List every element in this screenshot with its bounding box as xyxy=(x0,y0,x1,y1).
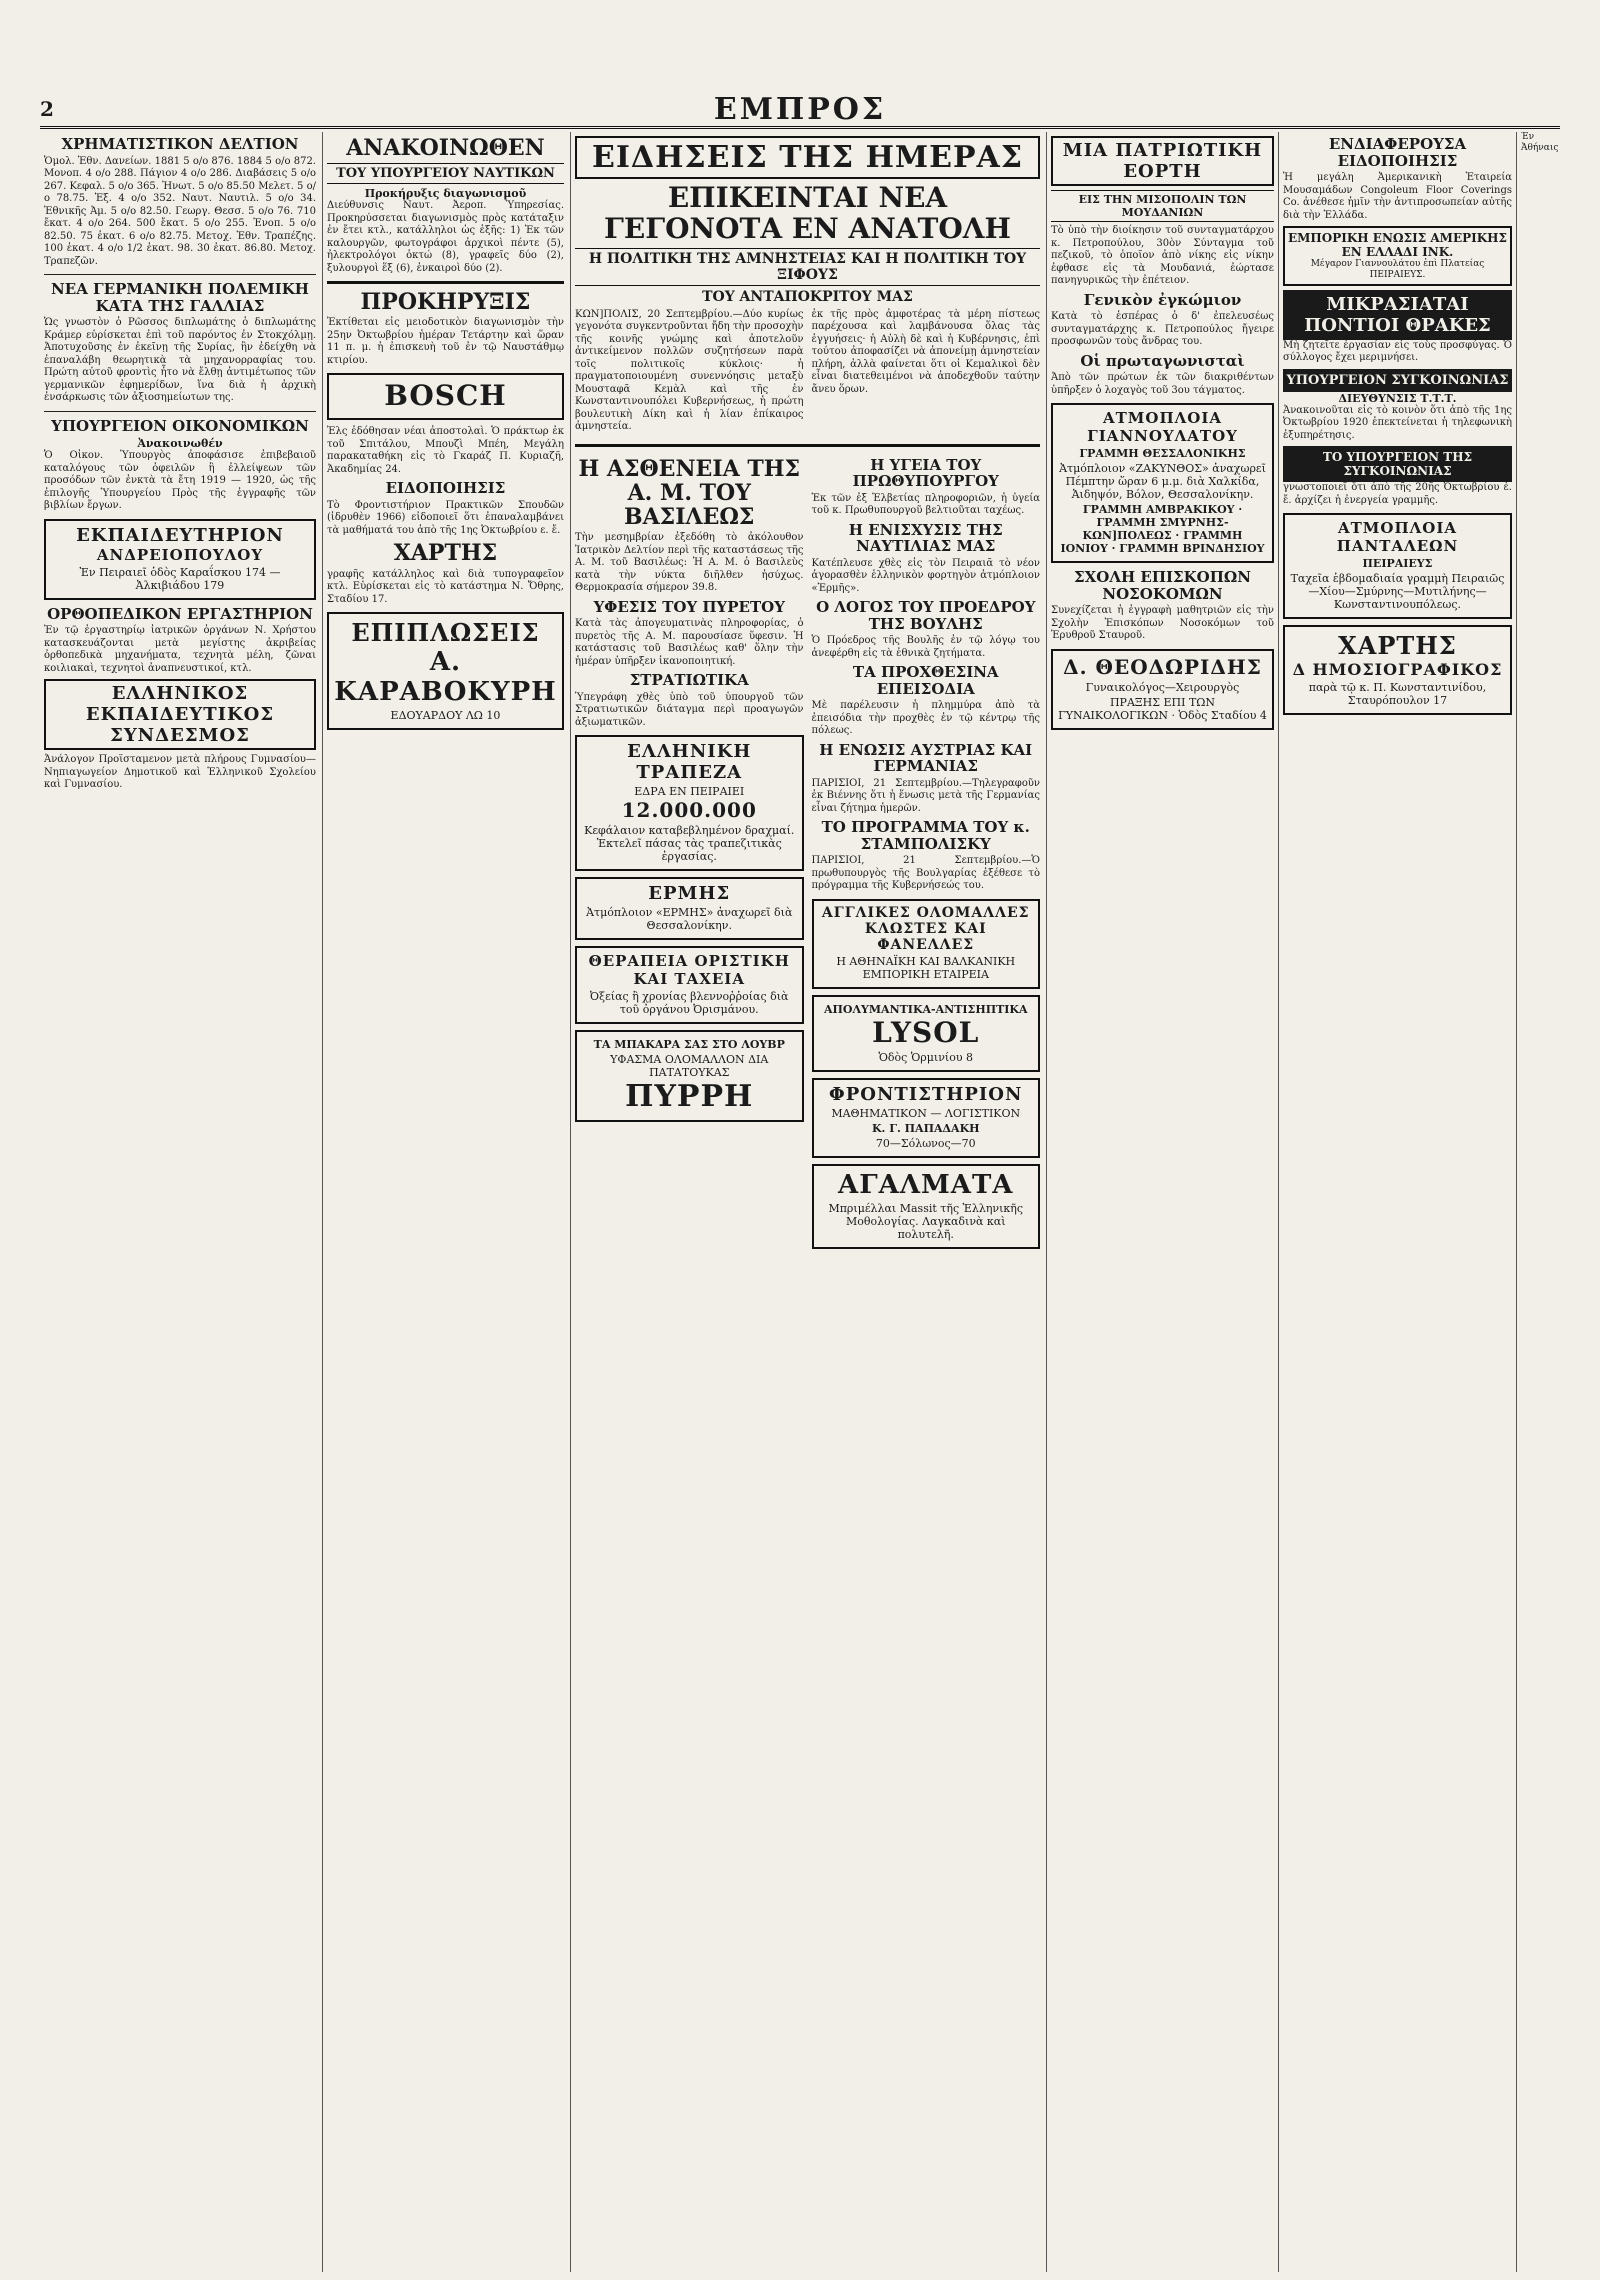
newsprint-ad-text: παρὰ τῷ κ. Π. Κωνσταντινίδου, Σταυρόπουλον 17 xyxy=(1308,681,1487,708)
pantaleon-ad xyxy=(1283,513,1512,619)
column-5 xyxy=(1278,132,1516,2272)
king-illness-text: Τὴν μεσημβρίαν ἐξεδόθη τὸ ἀκόλουθον Ἰατρικὸν Δελτίον περὶ τῆς καταστάσεως τῆς Α. Μ. τοῦ Βασιλέως: Ἡ Α. Μ. ὁ Βασιλεὺς κατὰ τὴν νύκτα διῆλθεν ἡσύχως. Θερμοκρασία σήμερον 39.8. xyxy=(575,532,804,594)
american-union-title: ΕΜΠΟΡΙΚΗ ΕΝΩΣΙΣ ΑΜΕΡΙΚΗΣ ΕΝ ΕΛΛΑΔΙ ΙΝΚ. xyxy=(1288,231,1507,259)
military-text: Ὑπεγράφη χθὲς ὑπὸ τοῦ ὑπουργοῦ τῶν Στρατιωτικῶν διάταγμα περὶ προαγωγῶν ἀξιωματικῶν. xyxy=(575,691,804,728)
giannoulatos-ad-lines: ΓΡΑΜΜΗ ΑΜΒΡΑΚΙΚΟΥ · ΓΡΑΜΜΗ ΣΜΥΡΝΗΣ-ΚΩΝ]ΠΟΛΕΩΣ · ΓΡΑΜΜΗ ΙΟΝΙΟΥ · ΓΡΑΜΜΗ ΒΡΙΝΔΗΣΙΟΥ xyxy=(1060,503,1265,555)
communications-text: Ἀνακοινοῦται εἰς τὸ κοινὸν ὅτι ἀπὸ τῆς 1ης Ὀκτωβρίου 1920 ἐπεκτείνεται ἡ τηλεφωνικὴ ἐξυπηρέτησις. xyxy=(1283,404,1512,441)
patriotic-feast-text: Τὸ ὑπὸ τὴν διοίκησιν τοῦ συνταγματάρχου κ. Πετροπούλου, 30ὸν Σύνταγμα τοῦ πεζικοῦ, τὸ ὁποῖον ἀπὸ νίκης εἰς νίκην ἐφθασε εἰς τὰ Μουδανιά, ἐώρτασε πανηγυρικῶς τὴν ἐπέτειον. xyxy=(1051,225,1274,286)
lysol-ad xyxy=(812,995,1041,1072)
masthead xyxy=(40,92,1560,129)
king-illness-heading: Η ΑΣΘΕΝΕΙΑ ΤΗΣ Α. Μ. ΤΟΥ ΒΑΣΙΛΕΩΣ xyxy=(578,455,801,530)
ermis-ad xyxy=(575,877,804,940)
stamboliyski-heading: ΤΟ ΠΡΟΓΡΑΜΜΑ ΤΟΥ κ. ΣΤΑΜΠΟΛΙΣΚΥ xyxy=(821,818,1030,853)
notification-text: Τὸ Φροντιστήριον Πρακτικῶν Σπουδῶν (ἱδρυθὲν 1966) εἰδοποιεῖ ὅτι ἐπαναλαμβάνει τὰ μαθήματά του ἀπὸ τῆς 1ης Ὀκτωβρίου ε. ἔ. xyxy=(327,499,564,536)
ministry-text: γνωστοποιεῖ ὅτι ἀπὸ τῆς 20ῆς Ὀκτωβρίου ἐ. ἔ. ἀρχίζει ἡ ἐνεργεία γραμμῆς. xyxy=(1283,482,1512,506)
incidents-text: Μὲ παρέλευσιν ἡ πλημμύρα ἀπὸ τὰ ἐπεισόδια τὴν προχθὲς ἐν τῷ κέντρῳ τῆς πόλεως. xyxy=(811,700,1040,737)
giannoulatos-ad xyxy=(1051,403,1274,563)
main-subhead: Η ΠΟΛΙΤΙΚΗ ΤΗΣ ΑΜΝΗΣΤΕΙΑΣ ΚΑΙ Η ΠΟΛΙΤΙΚΗ ΤΟΥ ΞΙΦΟΥΣ xyxy=(575,248,1040,286)
educational-union-banner: ΕΛΛΗΝΙΚΟΣ ΕΚΠΑΙΔΕΥΤΙΚΟΣ ΣΥΝΔΕΣΜΟΣ xyxy=(44,679,316,750)
giannoulatos-ad-title: ΑΤΜΟΠΛΟΙΑ ΓΙΑΝΝΟΥΛΑΤΟΥ xyxy=(1087,409,1238,445)
bank-ad-subtitle: ΕΔΡΑ ΕΝ ΠΕΙΡΑΙΕΙ xyxy=(634,785,745,799)
fever-text: Κατὰ τὰς ἀπογευματινὰς πληροφορίας, ὁ πυρετὸς τῆς Α. Μ. παρουσίασε ὕφεσιν. Ἡ κατάστασις τοῦ Βασιλέως καθ' ὅλην τὴν ἡμέραν ὑπῆρξεν ἱκανοποιητική. xyxy=(575,618,804,667)
notice-heading: ΠΡΟΚΗΡΥΞΙΣ xyxy=(360,289,531,316)
doctor-ad-text: ΠΡΑΞΗΣ ΕΠΙ ΤΩΝ ΓΥΝΑΙΚΟΛΟΓΙΚΩΝ · Ὁδὸς Σταδίου 4 xyxy=(1058,695,1267,722)
pm-health-text: Ἐκ τῶν ἐξ Ἑλβετίας πληροφοριῶν, ἡ ὑγεία τοῦ κ. Πρωθυπουργοῦ βελτιοῦται ταχέως. xyxy=(811,492,1040,517)
finance-ministry-subheading: Ἀνακοινωθέν xyxy=(137,437,223,450)
therapy-ad xyxy=(575,946,804,1024)
finance-ministry-heading: ΥΠΟΥΡΓΕΙΟΝ ΟΙΚΟΝΟΜΙΚΩΝ xyxy=(51,416,309,435)
school-ad-subtitle: ΑΝΔΡΕΙΟΠΟΥΛΟΥ xyxy=(96,545,264,564)
statues-ad-text: Μπριμέλλαι Massit τῆς Ἑλληνικῆς Μοθολογίας. Λαγκαδινὰ καὶ πολυτελῆ. xyxy=(828,1201,1024,1241)
fabric-ad-top: ΤΑ ΜΠΑΚΑΡΑ ΣΑΣ ΣΤΟ ΛΟΥΒΡ xyxy=(593,1038,785,1052)
praise-heading: Γενικὸν ἐγκώμιον xyxy=(1083,290,1242,309)
blankets-ad-subtitle: Η ΑΘΗΝΑΪΚΗ ΚΑΙ ΒΑΛΚΑΝΙΚΗ ΕΜΠΟΡΙΚΗ ΕΤΑΙΡΕΙΑ xyxy=(836,954,1016,981)
navy-announcement-subheading: ΤΟΥ ΥΠΟΥΡΓΕΙΟΥ ΝΑΥΤΙΚΩΝ xyxy=(327,163,564,184)
newsprint-ad xyxy=(1283,625,1512,715)
incidents-heading: ΤΑ ΠΡΟΧΘΕΣΙΝΑ ΕΠΕΙΣΟΔΙΑ xyxy=(852,663,999,698)
column-3 xyxy=(570,132,1044,2272)
communications-heading: ΥΠΟΥΡΓΕΙΟΝ ΣΥΓΚΟΙΝΩΝΙΑΣ xyxy=(1283,369,1512,392)
austria-heading: Η ΕΝΩΣΙΣ ΑΥΣΤΡΙΑΣ ΚΑΙ ΓΕΡΜΑΝΙΑΣ xyxy=(819,740,1033,776)
furniture-ad-address: ΕΔΟΥΑΡΔΟΥ ΛΩ 10 xyxy=(390,709,501,723)
school-ad xyxy=(44,519,316,600)
pm-health-heading: Η ΥΓΕΙΑ ΤΟΥ ΠΡΩΘΥΠΟΥΡΓΟΥ xyxy=(852,455,999,491)
tutoring-ad-name: Κ. Γ. ΠΑΠΑΔΑΚΗ xyxy=(871,1121,980,1135)
navy-announcement-heading: ΑΝΑΚΟΙΝΩΘΕΝ xyxy=(346,135,545,161)
american-union-text: Μέγαρον Γιαννουλάτου ἐπὶ Πλατείας ΠΕΙΡΑΙΕΥΣ. xyxy=(1310,259,1485,280)
bank-ad xyxy=(575,735,804,871)
furniture-ad-title: ΕΠΙΠΛΩΣΕΙΣ xyxy=(351,618,540,648)
german-polemic-text: Ὡς γνωστὸν ὁ Ρῶσσος διπλωμάτης ὁ διπλωμάτης Κράμερ εὑρίσκεται ἐπὶ τοῦ παρόντος ἐν Στοκχόλμῃ. Ἀποτυχοῦσης ἐν ἐκεῖνῃ τῆς Συρίας, ἢν ἐδείχθη νὰ ἐπαναλάβη θεωρητικὰ τὰ μηχανορραφίας του. Πρώτη αὐτοῦ φροντὶς ἦτο νὰ ἔλθῃ ἀντιμέτωπος τῶν γερμανικῶν ἐφημερίδων, ἵνα διὰ ἡ ἀρχικὴ ἐνσάρκωσις τῶν ἀξιοσημείωτων της. xyxy=(44,317,316,403)
news-kicker: ΕΙΔΗΣΕΙΣ ΤΗΣ ΗΜΕΡΑΣ xyxy=(575,136,1040,179)
fabric-ad-subtitle: ΥΦΑΣΜΑ ΟΛΟΜΑΛΛΟΝ ΔΙΑ ΠΑΤΑΤΟΥΚΑΣ xyxy=(610,1053,769,1080)
american-union-box xyxy=(1283,226,1512,286)
protagonists-heading: Οἱ πρωταγωνισταὶ xyxy=(1080,351,1245,370)
column-6-edge xyxy=(1516,132,1560,2272)
tutoring-ad xyxy=(812,1078,1041,1158)
lysol-ad-brand: LYSOL xyxy=(872,1015,980,1049)
bosch-logo: BOSCH xyxy=(384,379,507,413)
pantaleon-ad-city: ΠΕΙΡΑΙΕΥΣ xyxy=(1362,557,1433,571)
doctor-ad-name: Δ. ΘΕΟΔΩΡΙΔΗΣ xyxy=(1063,654,1262,679)
exchange-heading: ΧΡΗΜΑΤΙΣΤΙΚΟΝ ΔΕΛΤΙΟΝ xyxy=(61,135,299,153)
tutoring-ad-address: 70—Σόλωνος—70 xyxy=(875,1136,976,1150)
navy-strength-heading: Η ΕΝΙΣΧΥΣΙΣ ΤΗΣ ΝΑΥΤΙΛΙΑΣ ΜΑΣ xyxy=(848,520,1003,556)
column-2 xyxy=(322,132,568,2272)
therapy-ad-text: Ὀξείας ἢ χρονίας βλεννοῤῥοίας διὰ τοῦ ὀργάνου Ὀρισμάνου. xyxy=(590,990,789,1017)
therapy-ad-title: ΘΕΡΑΠΕΙΑ ΟΡΙΣΤΙΚΗ ΚΑΙ ΤΑΧΕΙΑ xyxy=(588,952,790,989)
page-number: 2 xyxy=(40,97,54,121)
patriotic-feast-heading: ΜΙΑ ΠΑΤΡΙΩΤΙΚΗ ΕΟΡΤΗ xyxy=(1051,136,1274,186)
tutoring-ad-subtitle: ΜΑΘΗΜΑΤΙΚΟΝ — ΛΟΓΙΣΤΙΚΟΝ xyxy=(831,1106,1021,1120)
bank-ad-title: ΕΛΛΗΝΙΚΗ ΤΡΑΠΕΖΑ xyxy=(627,741,752,784)
furniture-ad-name: Α. ΚΑΡΑΒΟΚΥΡΗ xyxy=(334,647,557,708)
ministry-heading: ΤΟ ΥΠΟΥΡΓΕΙΟΝ ΤΗΣ ΣΥΓΚΟΙΝΩΝΙΑΣ xyxy=(1283,446,1512,482)
lead-article-col-b: ἐκ τῆς πρὸς ἀμφοτέρας τὰ μέρη πίστεως παρέχουσα καὶ λαμβάνουσα ὅλας τὰς ἐγγυήσεις· ἡ Αὐλὴ δὲ καὶ ἡ Κυβέρνησις, ἐπὶ τούτου ἀποφασίζει νὰ ἀπονείμῃ ἀμνηστείαν πλήρη, ἀλλὰ φαίνεται ὅτι οἱ Κεμαλικοὶ δὲν εἶναι διατεθειμένοι νὰ ἀποδεχθοῦν ταύτην ἄνευ ὅρων. xyxy=(811,308,1040,395)
blankets-ad-title: ΑΓΓΛΙΚΕΣ ΟΛΟΜΑΛΛΕΣ ΚΛΩΣΤΕΣ ΚΑΙ ΦΑΝΕΛΛΕΣ xyxy=(821,904,1030,953)
pantaleon-ad-text: Ταχεῖα ἑβδομαδιαία γραμμὴ Πειραιῶς—Χίου—Σμύρνης—Μυτιλήνης—Κωνσταντινουπόλεως. xyxy=(1290,572,1505,612)
parliament-heading: Ο ΛΟΓΟΣ ΤΟΥ ΠΡΟΕΔΡΟΥ ΤΗΣ ΒΟΥΛΗΣ xyxy=(816,598,1036,633)
column-4 xyxy=(1046,132,1278,2272)
military-heading: ΣΤΡΑΤΙΩΤΙΚΑ xyxy=(629,671,749,690)
communications-subheading: ΔΙΕΥΘΥΝΣΙΣ Τ.Τ.Τ. xyxy=(1338,391,1457,405)
bosch-ad xyxy=(327,373,564,420)
notice-text-2: Ἡ μεγάλη Ἀμερικανικὴ Ἑταιρεία Μουσαμάδων Congoleum Floor Coverings Co. ἀνέθεσε ἡμῖν τὴν ἀντιπροσωπείαν αὐτῆς διὰ τὴν Ἑλλάδα. xyxy=(1283,172,1512,221)
refugees-heading: ΜΙΚΡΑΣΙΑΤΑΙ ΠΟΝΤΙΟΙ ΘΡΑΚΕΣ xyxy=(1283,290,1512,340)
refugees-text: Μὴ ζητεῖτε ἐργασίαν εἰς τοὺς προσφύγας. Ὁ σύλλογος ἔχει μεριμνήσει. xyxy=(1283,339,1512,364)
blankets-ad xyxy=(812,899,1041,989)
lead-article-col-a: ΚΩΝ]ΠΟΛΙΣ, 20 Σεπτεμβρίου.—Δύο κυρίως γεγονότα συγκεντροῦνται ἤδη τὴν προσοχὴν τῆς κοινῆς γνώμης καὶ ἀποτελοῦν ἀντικείμενον πολλῶν συζητήσεων παρὰ τοῖς πολιτικοῖς κύκλοις· ἡ πραγματοποιουμένη συνεννόησις μεταξὺ Μουσταφᾶ Κεμὰλ καὶ τῆς ἐν Κωνσταντινουπόλει Κυβερνήσεως, ἡ πρώτη βουλευτικὴ Δίκη καὶ ἡ λίαν ἐπίκαιρος ἀμνηστεία. xyxy=(575,308,804,433)
navy-competition-title: Προκήρυξις διαγωνισμοῦ xyxy=(364,187,527,201)
orthopedic-heading: ΟΡΘΟΠΕΔΙΚΟΝ ΕΡΓΑΣΤΗΡΙΟΝ xyxy=(47,604,313,623)
lysol-ad-text: Ὁδὸς Ὁρμινίου 8 xyxy=(878,1050,974,1064)
paper-heading: ΧΑΡΤΗΣ xyxy=(393,540,498,567)
school-ad-body: Ἐν Πειραιεῖ ὁδὸς Καραΐσκου 174 — Ἀλκιβιάδου 179 xyxy=(79,565,281,592)
middle-section xyxy=(575,453,1040,1255)
protagonists-text: Ἀπὸ τῶν πρώτων ἐκ τῶν διακριθέντων ὑπῆρξεν ὁ λοχαγὸς τοῦ 3ου τάγματος. xyxy=(1051,372,1274,396)
praise-text: Κατὰ τὸ ἑσπέρας ὁ δ' ἐπελευσέως συνταγματάρχης κ. Πετροπούλος ἤγειρε προσφωνῶν τοὺς ἄνδρας του. xyxy=(1051,311,1274,347)
newspaper-name: ΕΜΠΡΟΣ xyxy=(713,91,887,127)
patriotic-feast-subheading: ΕΙΣ ΤΗΝ ΜΙΣΟΠΟΛΙΝ ΤΩΝ ΜΟΥΔΑΝΙΩΝ xyxy=(1051,190,1274,222)
bank-ad-capital: 12.000.000 xyxy=(621,798,757,823)
giannoulatos-ad-text: Ἀτμόπλοιον «ΖΑΚΥΝΘΟΣ» ἀναχωρεῖ Πέμπτην ὥραν 6 μ.μ. διὰ Χαλκίδα, Ἀιδηψόν, Βόλον, Θεσσαλονίκην. xyxy=(1059,462,1266,501)
german-polemic-heading: ΝΕΑ ΓΕΡΜΑΝΙΚΗ ΠΟΛΕΜΙΚΗ ΚΑΤΑ ΤΗΣ ΓΑΛΛΙΑΣ xyxy=(51,280,309,315)
doctor-ad-specialty: Γυναικολόγος—Χειρουργὸς xyxy=(1085,680,1240,694)
fabric-ad xyxy=(575,1030,804,1122)
austria-text: ΠΑΡΙΣΙΟΙ, 21 Σεπτεμβρίου.—Τηλεγραφοῦν ἐκ Βιέννης ὅτι ἡ ἕνωσις μετὰ τῆς Γερμανίας εἶναι ζήτημα ἡμερῶν. xyxy=(811,777,1040,814)
nursing-school-text: Συνεχίζεται ἡ ἐγγραφὴ μαθητριῶν εἰς τὴν Σχολὴν Ἐπισκόπων Νοσοκόμων τοῦ Ἐρυθροῦ Σταυροῦ. xyxy=(1051,605,1274,641)
statues-ad xyxy=(812,1164,1041,1249)
newsprint-ad-subtitle: Δ ΗΜΟΣΙΟΓΡΑΦΙΚΟΣ xyxy=(1292,660,1503,680)
giannoulatos-ad-line: ΓΡΑΜΜΗ ΘΕΣΣΑΛΟΝΙΚΗΣ xyxy=(1079,447,1246,460)
ermis-ad-title: ΕΡΜΗΣ xyxy=(648,883,731,905)
stamboliyski-text: ΠΑΡΙΣΙΟΙ, 21 Σεπτεμβρίου.—Ὁ πρωθυπουργὸς τῆς Βουλγαρίας ἐξέθεσε τὸ πρόγραμμα τῆς Κυβερνήσεώς του. xyxy=(811,855,1040,892)
ermis-ad-text: Ἀτμόπλοιον «ΕΡΜΗΣ» ἀναχωρεῖ διὰ Θεσσαλονίκην. xyxy=(586,906,793,933)
lead-article xyxy=(575,309,1040,438)
notice-text: Ἐκτίθεται εἰς μειοδοτικὸν διαγωνισμὸν τὴν 25ην Ὀκτωβρίου ἡμέραν Τετάρτην καὶ ὥραν 11 π. μ. ἡ ἐπισκευὴ τοῦ ἐν τῷ Ναυστάθμῳ κτιρίου. xyxy=(327,317,564,366)
bank-ad-text: Κεφάλαιον καταβεβλημένον δραχμαί. Ἐκτελεῖ πάσας τὰς τραπεζιτικὰς ἐργασίας. xyxy=(584,824,795,864)
newsprint-ad-title: ΧΑΡΤΗΣ xyxy=(1338,631,1457,661)
educational-union-text: Ἀνάλογον Προϊσταμενον μετὰ πλήρους Γυμνασίου—Νηπιαγωγείον Δημοτικοῦ καὶ Ἑλληνικοῦ Σχολείου καὶ Γυμνασίου. xyxy=(44,754,316,790)
byline: ΤΟΥ ΑΝΤΑΠΟΚΡΙΤΟΥ ΜΑΣ xyxy=(702,288,913,305)
paper-text: γραφῆς κατάλληλος καὶ διὰ τυπογραφεῖον κτλ. Εὑρίσκεται εἰς τὸ κατάστημα Ν. Ὄθρης, Σταδίου 17. xyxy=(327,568,564,605)
navy-announcement-text: Διεύθυνσις Ναυτ. Ἀεροπ. Ὑπηρεσίας. Προκηρύσσεται διαγωνισμὸς πρὸς κατάταξιν ἐν ἔτει κτλ., κατάλληλοι ὡς ἑξῆς: 1) Ἐκ τῶν καλουργῶν, φωτογράφοι ἀρχικοὶ πέντε (5), ἠλεκτρολόγοι ὀκτώ (8), γραφεῖς δύο (2), ξυλουργοὶ ἕξ (6), ἐνκαιροὶ δύο (2). xyxy=(327,200,564,274)
main-headline: ΕΠΙΚΕΙΝΤΑΙ ΝΕΑ ΓΕΓΟΝΟΤΑ ΕΝ ΑΝΑΤΟΛΗ xyxy=(604,181,1011,245)
column-1 xyxy=(40,132,320,2272)
navy-strength-text: Κατέπλευσε χθὲς εἰς τὸν Πειραιᾶ τὸ νέον ἀγορασθὲν ἑλληνικὸν φορτηγὸν ἀτμόπλοιον «Ἐρμῆς». xyxy=(811,557,1040,594)
bosch-text: Ἐλς ἐδόθησαν νέαι ἀποστολαὶ. Ὁ πράκτωρ ἐκ τοῦ Σπιτάλου, Μπουζὶ Μπέη, Μεγάλη παρακαταθήκη εἰς τὸ Γκαράζ Π. Κυριαζῆ, Ἀκαδημίας 24. xyxy=(327,426,564,475)
doctor-ad xyxy=(1051,649,1274,730)
notice-heading-2: ΕΝΔΙΑΦΕΡΟΥΣΑ ΕΙΔΟΠΟΙΗΣΙΣ xyxy=(1328,135,1467,170)
exchange-text: Ὁμολ. Ἐθν. Δανείων. 1881 5 ο/ο 876. 1884 5 ο/ο 872. Μονοπ. 4 ο/ο 288. Πάγιον 4 ο/ο 286. Διαβάσεις 5 ο/ο 267. Κεφαλ. 5 ο/ο 365. Ἠνωτ. 5 ο/ο 85.50 Μελετ. 5 ο/ο 78.75. Ἐξ. 4 ο/ο 352. Ναυτ. Ναυτιλ. 5 ο/ο 34. Ἐθνικῆς Ἀμ. 5 ο/ο 82.50. Γεωργ. Θεσσ. 5 ο/ο 76. 710 ἔκατ. 4 ο/ο 264. 500 ἔκατ. 5 ο/ο 255. Ἐνοπ. 5 ο/ο 82.50. 75 ἐκατ. 6 ο/ο 82.75. Μετοχ. Ἐθν. Τραπέζης. 100 ἐκατ. 4 ο/ο 1/2 ἐκατ. 98. 30 ἐκατ. 86.80. Μετοχ. Τραπεζῶν. xyxy=(44,155,316,267)
statues-ad-title: ΑΓΑΛΜΑΤΑ xyxy=(838,1169,1014,1200)
fabric-ad-brand: ΠΥΡΡΗ xyxy=(625,1079,754,1115)
school-ad-title: ΕΚΠΑΙΔΕΥΤΗΡΙΟΝ xyxy=(76,524,284,546)
nursing-school-heading: ΣΧΟΛΗ ΕΠΙΣΚΟΠΩΝ ΝΟΣΟΚΟΜΩΝ xyxy=(1074,568,1251,603)
furniture-ad xyxy=(327,612,564,730)
lysol-ad-title: ΑΠΟΛΥΜΑΝΤΙΚΑ-ΑΝΤΙΣΗΠΤΙΚΑ xyxy=(823,1002,1028,1016)
parliament-text: Ὁ Πρόεδρος τῆς Βουλῆς ἐν τῷ λόγῳ του ἀνεφέρθη εἰς τὰ ἐθνικὰ ζητήματα. xyxy=(811,635,1040,659)
fever-heading: ΥΦΕΣΙΣ ΤΟΥ ΠΥΡΕΤΟΥ xyxy=(593,597,785,616)
orthopedic-text: Ἐν τῷ ἐργαστηρίῳ ἰατρικῶν ὀργάνων Ν. Χρήστου κατασκευάζονται μετὰ μεγίστης ἀκριβείας ὀρθοπεδικὰ μηχανήματα, τεχνητὰ μέλη, ζῶναι κοιλιακαὶ, τεχνητοὶ ἀναπνευστικοί, κτλ. xyxy=(44,625,316,674)
pantaleon-ad-title: ΑΤΜΟΠΛΟΙΑ ΠΑΝΤΑΛΕΩΝ xyxy=(1336,519,1459,556)
notification-heading: ΕΙΔΟΠΟΙΗΣΙΣ xyxy=(385,479,506,498)
edge-text: Ἐν Ἀθήναις xyxy=(1521,132,1559,153)
tutoring-ad-title: ΦΡΟΝΤΙΣΤΗΡΙΟΝ xyxy=(829,1083,1023,1105)
finance-ministry-text: Ὁ Οἰκον. Ὑπουργὸς ἀποφάσισε ἐπιβεβαιοῦ καταλόγους τῶν ὀφειλῶν ἢ ἐλλείψεων τῶν προσόδων τῶν ἐνκτὰ τὰ ἔτη 1919 — 1920, ὡς τῆς ἐπιλογῆς Ὑπουργείου Πρὸς τῆς ἐγγραφῆς τῶν βιβλίων ἔργων. xyxy=(44,450,316,511)
